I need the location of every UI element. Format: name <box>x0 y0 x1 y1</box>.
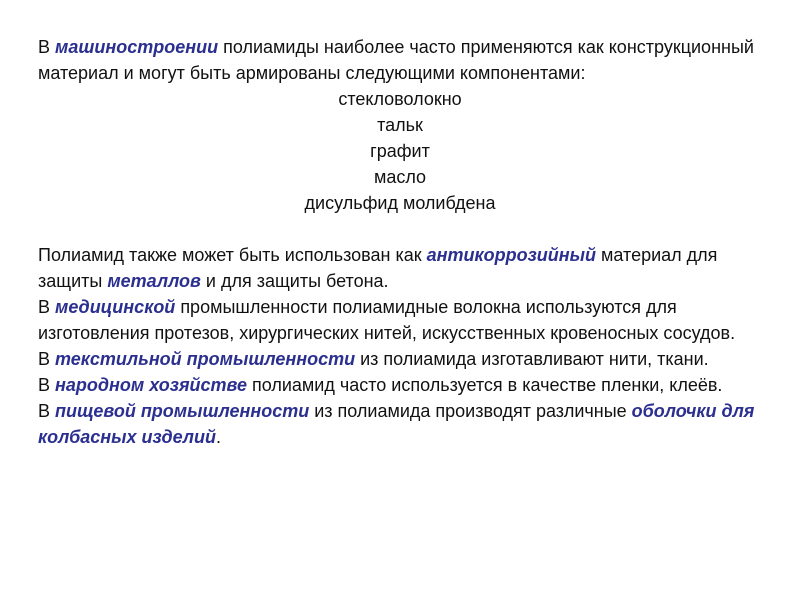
list-item: тальк <box>377 115 423 135</box>
intro-highlight: машиностроении <box>55 37 219 57</box>
medical-text-1: В <box>38 297 56 317</box>
list-item: дисульфид молибдена <box>304 193 496 213</box>
food-text-2: из полиамида производят различные <box>309 401 632 421</box>
food-text-1: В <box>38 401 56 421</box>
slide-content <box>38 34 762 450</box>
anticorrosion-highlight: антикоррозийный <box>426 245 597 265</box>
food-highlight: пищевой промышленности <box>55 401 310 421</box>
household-highlight: народном хозяйстве <box>55 375 247 395</box>
medical-text-2: промышленности полиамидные волокна используются для изготовления протезов, хирургических нитей, искусственных кровеносных сосудов. <box>38 297 736 343</box>
textile-paragraph <box>38 346 762 372</box>
intro-paragraph <box>38 34 762 86</box>
household-text-1: В <box>38 375 56 395</box>
sausage-casings-highlight: оболочки для колбасных изделий <box>38 401 755 447</box>
anticorrosion-text-1: Полиамид также может быть использован как <box>38 245 427 265</box>
anticorrosion-paragraph <box>38 242 762 294</box>
medical-paragraph <box>38 294 762 346</box>
list-item: масло <box>373 167 427 187</box>
list-item: графит <box>370 141 430 161</box>
intro-text-1: В <box>38 37 56 57</box>
anticorrosion-text-3: и для защиты бетона. <box>200 271 389 291</box>
metals-highlight: металлов <box>107 271 201 291</box>
household-paragraph <box>38 372 762 398</box>
medical-highlight: медицинской <box>55 297 176 317</box>
intro-text-2: полиамиды наиболее часто применяются как конструкционный материал и могут быть армированы следующими компонентами: <box>38 37 754 83</box>
spacer <box>38 216 762 242</box>
list-item: стекловолокно <box>338 89 462 109</box>
textile-highlight: текстильной промышленности <box>55 349 356 369</box>
textile-text-2: из полиамида изготавливают нити, ткани. <box>355 349 709 369</box>
components-list <box>38 86 762 216</box>
textile-text-1: В <box>38 349 56 369</box>
food-text-3: . <box>216 427 222 447</box>
anticorrosion-text-2: материал для защиты <box>38 245 718 291</box>
household-text-2: полиамид часто используется в качестве пленки, клеёв. <box>247 375 723 395</box>
food-paragraph <box>38 398 762 450</box>
